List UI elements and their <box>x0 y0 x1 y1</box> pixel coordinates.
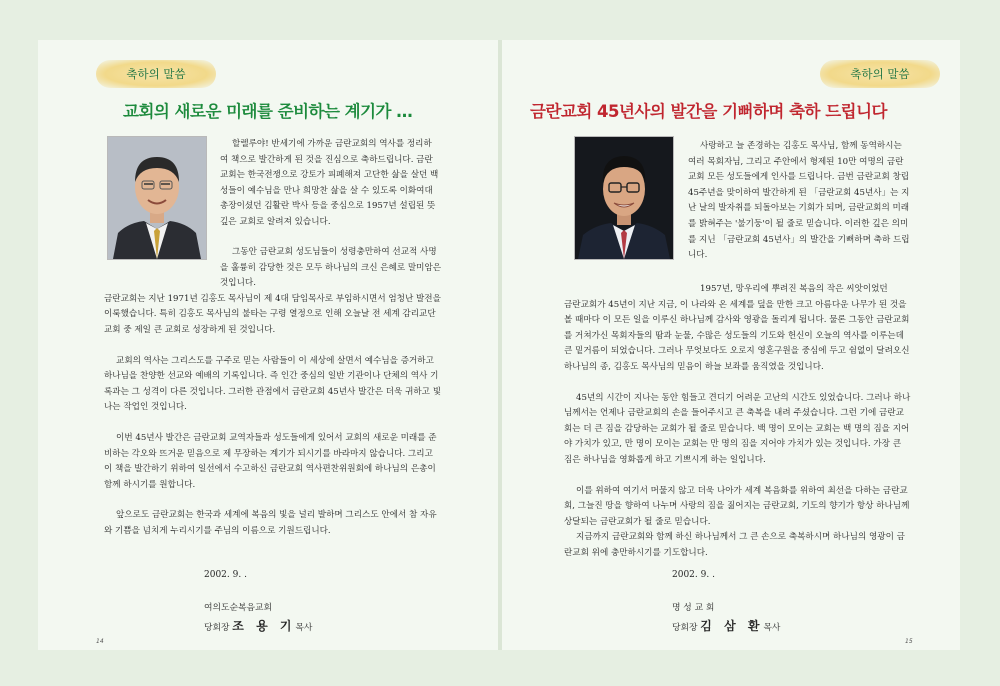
paragraph: 금란교회가 45년이 지난 지금, 이 나라와 온 세계를 덮을 만한 크고 아름다운 나무가 된 것을 볼 때마다 이 모든 일을 이루신 하나님께 감사와 영광을 돌리게 됩니다. 물론 그동안 금란교회를 거쳐가신 목회자들의 땀과 눈물, 수많은 성도들의 기도와 헌신이 오늘의 역사를 이루는데 큰 밑거름이 되었습니다. 그러나 무엇보다도 오로지 영혼구원을 중심에 두고 쉼없이 달려오신 하나님의 종, 김홍도 목사님의 믿음이 하늘 보좌를 움직였을 것입니다. <box>564 299 910 372</box>
signer-role: 당회장 <box>204 623 230 633</box>
paragraph: 앞으로도 금란교회는 한국과 세계에 복음의 빛을 널리 발하며 그리스도 안에서 참 자유와 기쁨을 넘치게 누리시기를 주님의 이름으로 기원드립니다. <box>104 510 437 536</box>
page-title: 교회의 새로운 미래를 준비하는 계기가 … <box>123 102 413 121</box>
body-text <box>564 267 912 562</box>
signature-block <box>204 570 312 634</box>
organization: 명 성 교 회 <box>672 603 715 613</box>
page-title: 금란교회 45년사의 발간을 기뻐하며 축하 드립니다 <box>530 102 887 121</box>
paragraph: 지금까지 금란교회와 함께 하신 하나님께서 그 큰 손으로 축복하시며 하나님의 영광이 금란교회 위에 충만하시기를 기도합니다. <box>564 532 905 558</box>
section-label: 축하의 말씀 <box>96 60 216 88</box>
signer-title: 목사 <box>763 623 781 633</box>
paragraph: 45년의 시간이 지나는 동안 힘들고 견디기 어려운 고난의 시간도 있었습니다. 그러나 하나님께서는 언제나 금란교회의 손을 들어주시고 큰 축복을 내려 주셨습니다. 그런 기에 금란교회는 더 큰 짐을 감당하는 교회가 될 줄로 믿습니다. 백 명이 모이는 교회는 백 명의 짐을 지어야 가치가 있고, 만 명이 모이는 교회는 만 명의 짐을 지어야 가치가 있는 것입니다. 가장 큰 짐은 하나님을 영화롭게 하고 기쁘시게 하는 일입니다. <box>564 392 911 465</box>
page-number-right: 15 <box>905 638 913 645</box>
paragraph: 이번 45년사 발간은 금란교회 교역자들과 성도들에게 있어서 교회의 새로운 미래를 준비하는 각오와 뜨거운 믿음으로 제 무장하는 계기가 되시기를 바라마지 않습니다. 그리고 이 책을 발간하기 위하여 일선에서 수고하신 금란교회 역사편찬위원회에 하나님의 은총이 함께 하시기를 원합니다. <box>104 432 437 490</box>
signer-role: 당회장 <box>672 623 698 633</box>
signer-name: 조 용 기 <box>232 619 296 633</box>
signature-block <box>672 570 780 634</box>
intro-text <box>220 137 440 231</box>
organization: 여의도순복음교회 <box>204 603 272 613</box>
paragraph: 할렐루야! 반세기에 가까운 금란교회의 역사를 정리하여 책으로 발간하게 된 것을 진심으로 축하드립니다. 금란교회는 한국전쟁으로 강토가 피폐해져 고단한 삶을 살던 백성들이 예수님을 만나 희망찬 삶을 살 수 있도록 이화여대 총장이셨던 김활란 박사 등을 중심으로 1957년 설립된 뜻 깊은 교회로 알려져 있습니다. <box>220 139 439 227</box>
portrait-illustration <box>575 137 673 259</box>
body-text <box>104 230 442 540</box>
page-number-left: 14 <box>96 638 104 645</box>
date: 2002. 9. . <box>672 570 715 580</box>
section-label: 축하의 말씀 <box>820 60 940 88</box>
signer-line <box>672 617 780 634</box>
paragraph: 이를 위하여 여기서 머물지 않고 더욱 나아가 세계 복음화를 위하여 최선을 다하는 금란교회, 그늘진 땅을 향하여 나누며 사랑의 짐을 짊어지는 금란교회, 기도의 향기가 항상 하나님께 상달되는 금란교회가 될 줄로 믿습니다. <box>564 485 910 527</box>
paragraph: 교회의 역사는 그리스도를 구주로 믿는 사람들이 이 세상에 살면서 예수님을 증거하고 하나님을 찬양한 선교와 예배의 기록입니다. 즉 인간 중심의 일반 기관이나 단체의 역사 기록과는 그 성격이 다른 것입니다. 그러한 관점에서 금란교회 45년사 발간은 더욱 귀하고 빛나는 작업인 것입니다. <box>104 355 442 413</box>
signer-name: 김 삼 환 <box>700 619 764 633</box>
signer-line <box>204 617 312 634</box>
paragraph: 1957년, 망우리에 뿌려진 복음의 작은 씨앗이었던 <box>700 284 888 294</box>
portrait-photo <box>574 136 674 260</box>
date: 2002. 9. . <box>204 570 247 580</box>
right-page <box>502 40 960 650</box>
paragraph: 사랑하고 늘 존경하는 김홍도 목사님, 함께 동역하시는 여러 목회자님, 그리고 주안에서 형제된 10만 여명의 금란교회 모든 성도들에게 인사를 드립니다. 금번 금란교회 창립 45주년을 맞이하여 발간하게 된 「금란교회 45년사」는 지난 날의 발자취를 되돌아보는 기회가 되며, 금란교회의 미래를 밝혀주는 '불기둥'이 될 줄로 믿습니다. 이러한 깊은 의미를 지닌 「금란교회 45년사」의 발간을 기뻐하며 축하 드립니다. <box>688 141 910 261</box>
paragraph: 금란교회는 지난 1971년 김홍도 목사님이 제 4대 담임목사로 부임하시면서 엄청난 발전을 이룩했습니다. 특히 김홍도 목사님의 불타는 구령 열정으로 인해 오늘날 전 세계 감리교단 교회 중 제일 큰 교회로 성장하게 된 것입니다. <box>104 293 441 335</box>
signer-title: 목사 <box>295 623 313 633</box>
paragraph: 그동안 금란교회 성도님들이 성령충만하여 선교적 사명을 훌륭히 감당한 것은 모두 하나님의 크신 은혜로 말미암은 것입니다. <box>220 247 442 289</box>
left-page <box>38 40 498 650</box>
intro-text <box>688 139 910 264</box>
